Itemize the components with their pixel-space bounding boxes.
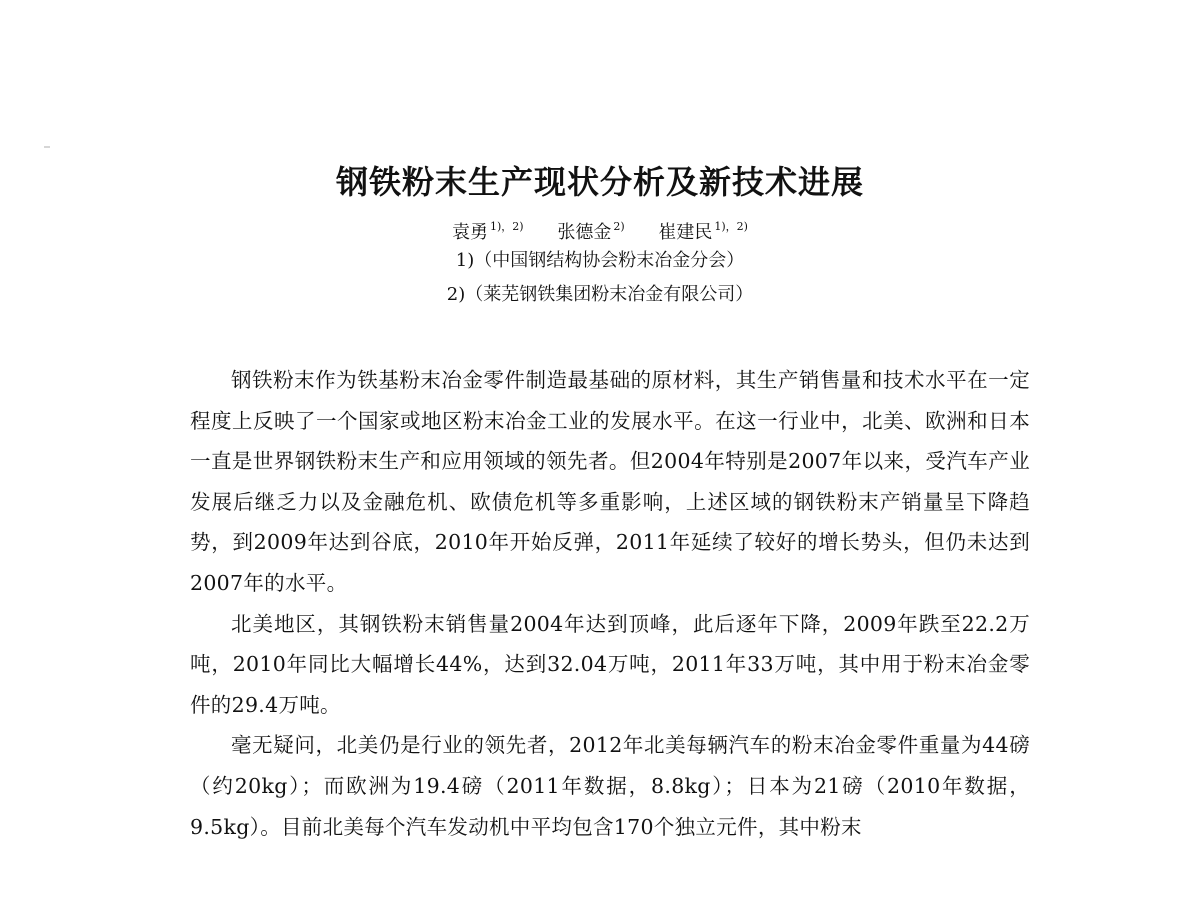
paper-title: 钢铁粉末生产现状分析及新技术进展 (335, 163, 864, 201)
author (658, 214, 748, 246)
body-text (190, 360, 1030, 847)
affiliation: 2)（莱芜钢铁集团粉末冶金有限公司） (446, 284, 754, 305)
paragraph: 北美地区，其钢铁粉末销售量2004年达到顶峰，此后逐年下降，2009年跌至22.2万吨，2010年同比大幅增长44%，达到32.04万吨，2011年33万吨，其中用于粉末冶金零件的29.4万吨。 (190, 611, 1030, 717)
author (557, 214, 624, 246)
paragraph: 钢铁粉末作为铁基粉末冶金零件制造最基础的原材料，其生产销售量和技术水平在一定程度上反映了一个国家或地区粉末冶金工业的发展水平。在这一行业中，北美、欧洲和日本一直是世界钢铁粉末生产和应用领域的领先者。但2004年特别是2007年以来，受汽车产业发展后继乏力以及金融危机、欧债危机等多重影响，上述区域的钢铁粉末产销量呈下降趋势，到2009年达到谷底，2010年开始反弹，2011年延续了较好的增长势头，但仍未达到2007年的水平。 (190, 368, 1030, 595)
author-name: 崔建民 (658, 222, 713, 243)
author (452, 214, 524, 246)
author-name: 张德金 (557, 222, 612, 243)
affiliation: 1)（中国钢结构协会粉末冶金分会） (455, 250, 745, 271)
author-affil-mark: 1)，2) (490, 220, 524, 233)
author-affil-mark: 1)，2) (714, 220, 748, 233)
author-line (0, 214, 1200, 246)
paragraph: 毫无疑问，北美仍是行业的领先者，2012年北美每辆汽车的粉末冶金零件重量为44磅（约20kg）；而欧洲为19.4磅（2011年数据，8.8kg）；日本为21磅（2010年数据，9.5kg）。目前北美每个汽车发动机中平均包含170个独立元件，其中粉末 (190, 733, 1030, 839)
author-affil-mark: 2) (613, 220, 625, 233)
scan-speck (44, 146, 50, 148)
author-name: 袁勇 (452, 222, 489, 243)
